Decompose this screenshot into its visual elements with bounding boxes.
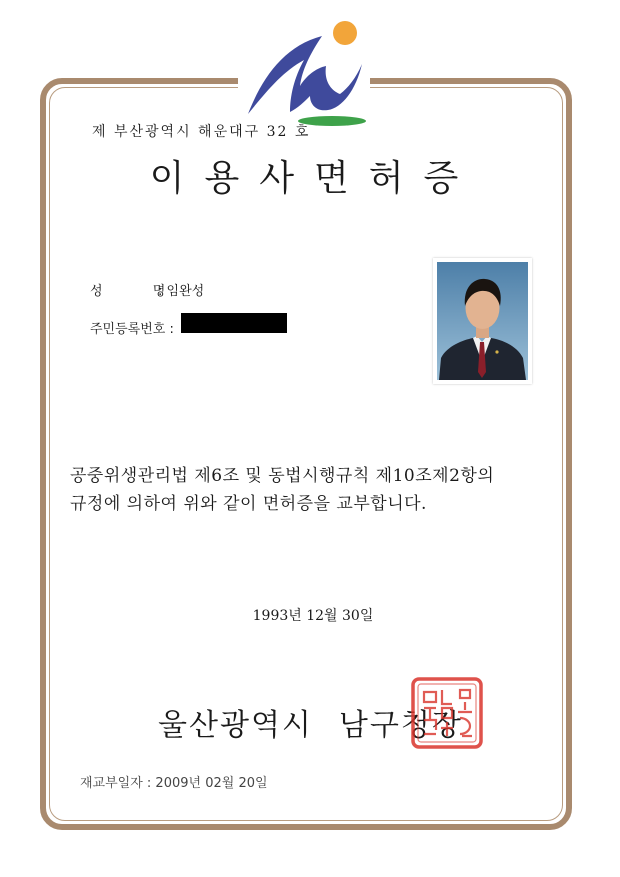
certification-statement [70,462,560,518]
redacted-resident-number [181,313,287,333]
certificate-title: 이용사면허증 [149,158,479,199]
issuer-office: 남구청장 [338,708,463,743]
official-seal-stamp [410,676,484,750]
name-label: 성 명 [90,284,166,299]
issue-date: 1993년 12월 30일 [252,608,374,624]
name-value: : 임완성 [158,284,205,299]
portrait-photo [433,258,532,384]
registration-number: 제 부산광역시 해운대구 32 호 [92,124,311,140]
city-emblem-icon [244,16,369,128]
resident-number-label: 주민등록번호 : [90,322,174,337]
reissue-date: 재교부일자 : 2009년 02월 20일 [80,776,268,791]
issuer-city: 울산광역시 [158,708,313,743]
statement-line-1: 공중위생관리법 제6조 및 동법시행규칙 제10조제2항의 [70,466,495,486]
statement-line-2: 규정에 의하여 위와 같이 면허증을 교부합니다. [70,494,427,514]
